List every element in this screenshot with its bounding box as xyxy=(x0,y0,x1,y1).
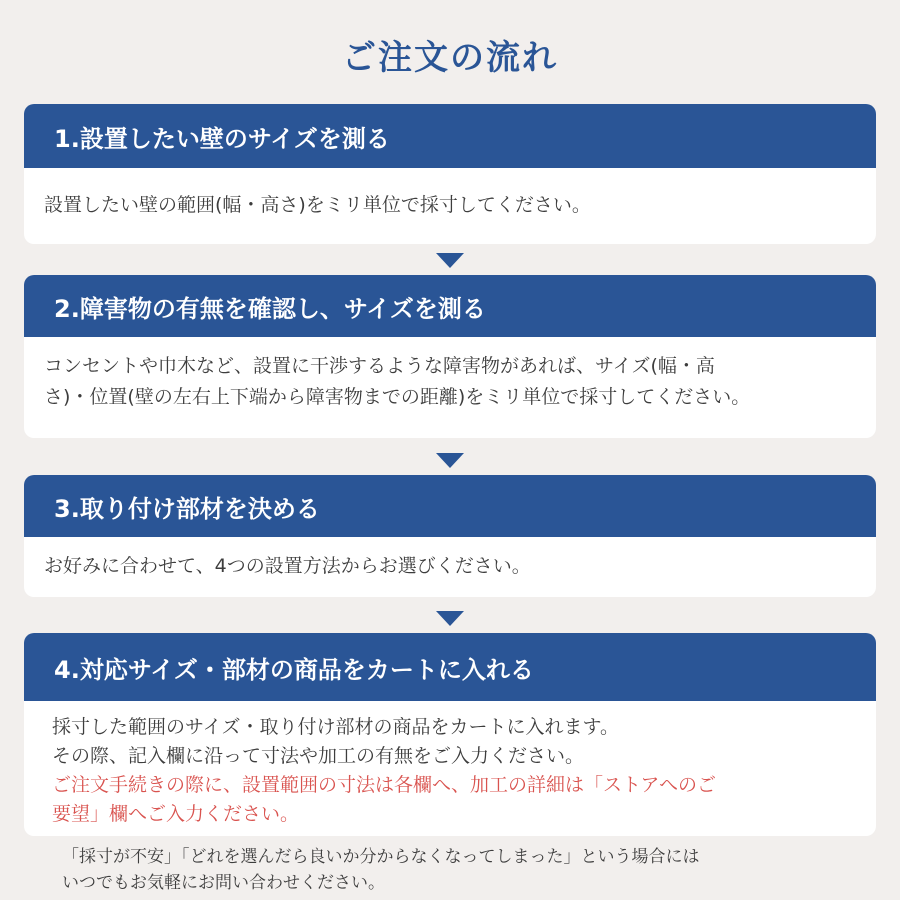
arrow-down-icon xyxy=(436,253,464,268)
step-1-body xyxy=(24,168,876,244)
step-3-card xyxy=(24,475,876,597)
footer-line: 「採寸が不安」「どれを選んだら良いか分からなくなってしまった」という場合には xyxy=(62,847,700,867)
step-1-text: 設置したい壁の範囲(幅・高さ)をミリ単位で採寸してください。 xyxy=(44,194,591,216)
step-4-heading: 4.対応サイズ・部材の商品をカートに入れる xyxy=(24,633,876,701)
footer-note xyxy=(62,844,862,896)
step-2-card xyxy=(24,275,876,438)
step-3-text: お好みに合わせて、4つの設置方法からお選びください。 xyxy=(44,555,531,577)
step-1-heading: 1.設置したい壁のサイズを測る xyxy=(24,104,876,168)
step-1-card xyxy=(24,104,876,244)
step-4-warning-line: ご注文手続きの際に、設置範囲の寸法は各欄へ、加工の詳細は「ストアへのご xyxy=(52,774,717,796)
step-4-text-line: その際、記入欄に沿って寸法や加工の有無をご入力ください。 xyxy=(52,745,585,767)
step-4-warning-line: 要望」欄へご入力ください。 xyxy=(52,803,300,825)
step-3-body xyxy=(24,537,876,597)
step-2-text-line: コンセントや巾木など、設置に干渉するような障害物があれば、サイズ(幅・高 xyxy=(44,355,715,377)
step-4-body xyxy=(24,701,876,836)
step-3-heading: 3.取り付け部材を決める xyxy=(24,475,876,537)
step-4-card xyxy=(24,633,876,836)
footer-line: いつでもお気軽にお問い合わせください。 xyxy=(62,873,385,893)
step-2-heading: 2.障害物の有無を確認し、サイズを測る xyxy=(24,275,876,337)
step-2-body xyxy=(24,337,876,438)
arrow-down-icon xyxy=(436,611,464,626)
step-2-text-line: さ)・位置(壁の左右上下端から障害物までの距離)をミリ単位で採寸してください。 xyxy=(44,386,751,408)
page-title: ご注文の流れ xyxy=(342,38,558,78)
step-4-text-line: 採寸した範囲のサイズ・取り付け部材の商品をカートに入れます。 xyxy=(52,716,619,738)
arrow-down-icon xyxy=(436,453,464,468)
